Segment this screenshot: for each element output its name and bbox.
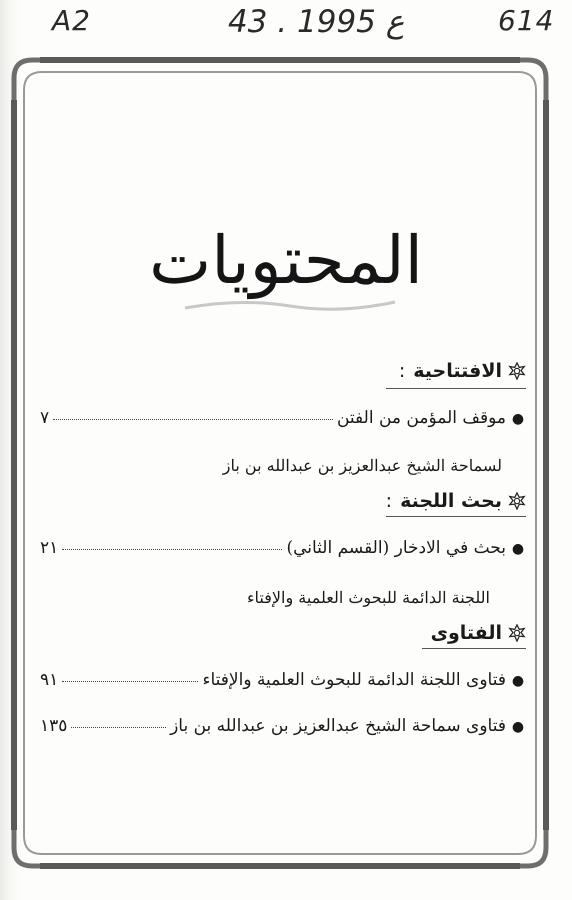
toc-entry[interactable]: [40, 670, 526, 690]
star-icon: [508, 362, 526, 380]
dot-leader: [71, 726, 166, 728]
toc-entry-page: ٢١: [40, 538, 59, 558]
star-icon: [508, 624, 526, 642]
title-flourish: [180, 296, 400, 316]
section-heading-committee: [386, 490, 526, 512]
toc-entry-page: ٧: [40, 408, 50, 428]
dot-leader: [62, 680, 198, 682]
bullet-icon: ●: [511, 719, 525, 735]
toc-entry-page: ٩١: [40, 670, 59, 690]
section-author: لسماحة الشيخ عبدالعزيز بن عبدالله بن باز: [222, 456, 502, 475]
page-title: المحتويات: [149, 222, 423, 299]
toc-entry[interactable]: [40, 716, 526, 736]
toc-entry-title: موقف المؤمن من الفتن: [336, 408, 506, 428]
star-icon: [508, 492, 526, 510]
bullet-icon: ●: [511, 673, 525, 689]
toc-entry-title: فتاوى سماحة الشيخ عبدالعزيز بن عبدالله بن باز: [170, 716, 506, 736]
handwritten-note-right: 614: [498, 4, 555, 37]
bullet-icon: ●: [511, 411, 525, 427]
toc-entry[interactable]: [40, 538, 526, 558]
toc-entry-page: ١٣٥: [40, 716, 68, 736]
section-heading-text: الفتاوى: [430, 622, 502, 644]
heading-underline: [422, 648, 526, 649]
section-heading-fatwas: [423, 622, 526, 644]
toc-entry-title: فتاوى اللجنة الدائمة للبحوث العلمية والإفتاء: [202, 670, 506, 690]
section-heading-text: بحث اللجنة: [400, 490, 502, 512]
handwritten-note-middle: 43 . ع 1995: [228, 4, 405, 40]
bullet-icon: ●: [511, 541, 525, 557]
dot-leader: [62, 548, 282, 550]
section-heading-text: الافتتاحية: [413, 360, 502, 382]
section-heading-colon: :: [398, 360, 406, 382]
toc-entry-title: بحث في الادخار (القسم الثاني): [286, 538, 506, 558]
handwritten-note-left: A2: [52, 4, 91, 37]
section-author: اللجنة الدائمة للبحوث العلمية والإفتاء: [247, 588, 490, 607]
toc-entry[interactable]: [40, 408, 526, 428]
heading-underline: [386, 388, 526, 389]
dot-leader: [53, 418, 333, 420]
section-heading-editorial: [399, 360, 526, 382]
section-heading-colon: :: [385, 490, 393, 512]
heading-underline: [386, 516, 526, 517]
